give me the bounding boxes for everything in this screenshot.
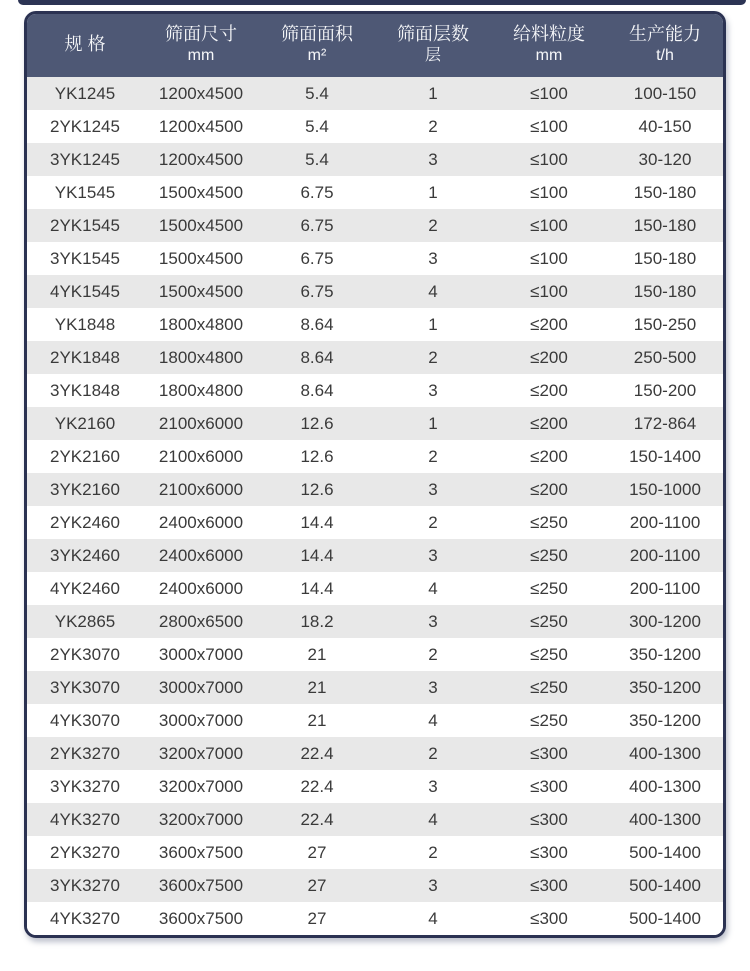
cell-screen-area: 14.4 — [259, 506, 375, 539]
cell-screen-area: 21 — [259, 671, 375, 704]
table-body — [27, 77, 723, 935]
cell-feed-size: ≤100 — [491, 209, 607, 242]
cell-layers: 2 — [375, 506, 491, 539]
cell-layers: 3 — [375, 242, 491, 275]
cell-screen-size: 1200x4500 — [143, 110, 259, 143]
cell-screen-area: 5.4 — [259, 77, 375, 110]
cell-feed-size: ≤100 — [491, 176, 607, 209]
cell-spec: YK2865 — [27, 605, 143, 638]
cell-capacity: 172-864 — [607, 407, 723, 440]
table-row — [27, 209, 723, 242]
cell-feed-size: ≤250 — [491, 506, 607, 539]
cell-screen-size: 3200x7000 — [143, 737, 259, 770]
table-row — [27, 110, 723, 143]
cell-screen-size: 1800x4800 — [143, 308, 259, 341]
column-title: 给料粒度 — [513, 24, 585, 44]
table-row — [27, 770, 723, 803]
cell-spec: 3YK3270 — [27, 770, 143, 803]
cell-spec: 3YK3270 — [27, 869, 143, 902]
cell-spec: 4YK3070 — [27, 704, 143, 737]
column-header-screen-area — [259, 14, 375, 77]
table-row — [27, 374, 723, 407]
table-row — [27, 704, 723, 737]
cell-spec: 4YK2460 — [27, 572, 143, 605]
cell-capacity: 150-1400 — [607, 440, 723, 473]
table-row — [27, 275, 723, 308]
cell-feed-size: ≤200 — [491, 473, 607, 506]
cell-screen-area: 6.75 — [259, 275, 375, 308]
table-row — [27, 143, 723, 176]
cell-screen-size: 1800x4800 — [143, 374, 259, 407]
cell-capacity: 100-150 — [607, 77, 723, 110]
cell-layers: 2 — [375, 440, 491, 473]
cell-capacity: 500-1400 — [607, 869, 723, 902]
cell-layers: 4 — [375, 572, 491, 605]
column-unit: 层 — [424, 47, 441, 64]
column-title: 筛面层数 — [397, 24, 469, 44]
cell-screen-area: 22.4 — [259, 803, 375, 836]
column-title: 筛面面积 — [281, 24, 353, 44]
cell-capacity: 500-1400 — [607, 836, 723, 869]
cell-spec: YK1245 — [27, 77, 143, 110]
cell-screen-size: 1200x4500 — [143, 77, 259, 110]
spec-table — [27, 14, 723, 935]
cell-screen-area: 27 — [259, 836, 375, 869]
cell-screen-area: 21 — [259, 638, 375, 671]
cell-spec: 2YK1545 — [27, 209, 143, 242]
table-row — [27, 506, 723, 539]
cell-feed-size: ≤200 — [491, 374, 607, 407]
cell-screen-area: 12.6 — [259, 407, 375, 440]
table-row — [27, 539, 723, 572]
column-header-screen-size — [143, 14, 259, 77]
table-row — [27, 572, 723, 605]
cell-feed-size: ≤200 — [491, 407, 607, 440]
cell-screen-area: 21 — [259, 704, 375, 737]
top-divider — [18, 0, 746, 5]
table-row — [27, 605, 723, 638]
cell-layers: 4 — [375, 275, 491, 308]
cell-layers: 1 — [375, 77, 491, 110]
table-row — [27, 737, 723, 770]
cell-layers: 1 — [375, 308, 491, 341]
cell-capacity: 150-180 — [607, 209, 723, 242]
cell-feed-size: ≤250 — [491, 605, 607, 638]
cell-feed-size: ≤250 — [491, 671, 607, 704]
cell-screen-area: 6.75 — [259, 242, 375, 275]
cell-screen-size: 1500x4500 — [143, 242, 259, 275]
table-row — [27, 836, 723, 869]
cell-feed-size: ≤200 — [491, 341, 607, 374]
cell-screen-area: 5.4 — [259, 143, 375, 176]
cell-feed-size: ≤100 — [491, 77, 607, 110]
cell-screen-size: 2100x6000 — [143, 440, 259, 473]
cell-screen-area: 14.4 — [259, 539, 375, 572]
cell-screen-area: 5.4 — [259, 110, 375, 143]
cell-spec: 4YK3270 — [27, 902, 143, 935]
cell-feed-size: ≤250 — [491, 572, 607, 605]
column-header-spec — [27, 14, 143, 77]
table-row — [27, 473, 723, 506]
cell-layers: 2 — [375, 110, 491, 143]
cell-spec: 3YK1848 — [27, 374, 143, 407]
cell-spec: 2YK2460 — [27, 506, 143, 539]
cell-layers: 3 — [375, 605, 491, 638]
cell-spec: 3YK2460 — [27, 539, 143, 572]
column-header-feed-size — [491, 14, 607, 77]
cell-capacity: 150-180 — [607, 176, 723, 209]
cell-capacity: 350-1200 — [607, 638, 723, 671]
cell-layers: 3 — [375, 671, 491, 704]
cell-feed-size: ≤250 — [491, 638, 607, 671]
cell-capacity: 250-500 — [607, 341, 723, 374]
cell-capacity: 200-1100 — [607, 506, 723, 539]
cell-screen-area: 22.4 — [259, 770, 375, 803]
cell-feed-size: ≤200 — [491, 440, 607, 473]
cell-capacity: 150-180 — [607, 275, 723, 308]
cell-screen-area: 12.6 — [259, 473, 375, 506]
cell-feed-size: ≤300 — [491, 869, 607, 902]
cell-screen-area: 22.4 — [259, 737, 375, 770]
table-row — [27, 407, 723, 440]
cell-screen-size: 1500x4500 — [143, 176, 259, 209]
cell-screen-area: 27 — [259, 869, 375, 902]
cell-screen-area: 18.2 — [259, 605, 375, 638]
cell-screen-area: 6.75 — [259, 176, 375, 209]
cell-capacity: 350-1200 — [607, 671, 723, 704]
cell-layers: 2 — [375, 341, 491, 374]
cell-screen-area: 8.64 — [259, 341, 375, 374]
cell-layers: 3 — [375, 539, 491, 572]
cell-spec: 2YK3070 — [27, 638, 143, 671]
cell-layers: 3 — [375, 143, 491, 176]
cell-capacity: 350-1200 — [607, 704, 723, 737]
cell-spec: 2YK3270 — [27, 737, 143, 770]
table-row — [27, 242, 723, 275]
cell-feed-size: ≤250 — [491, 539, 607, 572]
cell-layers: 2 — [375, 737, 491, 770]
cell-layers: 3 — [375, 770, 491, 803]
cell-spec: YK1545 — [27, 176, 143, 209]
cell-screen-size: 2100x6000 — [143, 473, 259, 506]
cell-spec: 2YK3270 — [27, 836, 143, 869]
cell-spec: 2YK1245 — [27, 110, 143, 143]
table-row — [27, 440, 723, 473]
cell-screen-size: 1500x4500 — [143, 275, 259, 308]
cell-screen-area: 27 — [259, 902, 375, 935]
cell-screen-size: 2400x6000 — [143, 539, 259, 572]
cell-capacity: 400-1300 — [607, 770, 723, 803]
cell-screen-size: 3000x7000 — [143, 638, 259, 671]
column-unit: mm — [535, 47, 563, 64]
table-row — [27, 308, 723, 341]
header-row — [27, 14, 723, 77]
cell-feed-size: ≤250 — [491, 704, 607, 737]
cell-layers: 3 — [375, 374, 491, 407]
cell-screen-size: 3600x7500 — [143, 869, 259, 902]
cell-capacity: 150-180 — [607, 242, 723, 275]
cell-capacity: 40-150 — [607, 110, 723, 143]
cell-capacity: 400-1300 — [607, 737, 723, 770]
cell-layers: 4 — [375, 803, 491, 836]
cell-spec: 3YK1545 — [27, 242, 143, 275]
column-header-layers — [375, 14, 491, 77]
cell-layers: 3 — [375, 473, 491, 506]
table-row — [27, 902, 723, 935]
column-unit: m² — [307, 47, 327, 64]
cell-screen-size: 1800x4800 — [143, 341, 259, 374]
cell-layers: 2 — [375, 209, 491, 242]
cell-spec: YK2160 — [27, 407, 143, 440]
cell-feed-size: ≤300 — [491, 902, 607, 935]
spec-table-card — [24, 11, 726, 938]
table-header — [27, 14, 723, 77]
column-title: 生产能力 — [629, 24, 701, 44]
table-row — [27, 638, 723, 671]
column-header-capacity — [607, 14, 723, 77]
cell-feed-size: ≤100 — [491, 110, 607, 143]
cell-screen-size: 1500x4500 — [143, 209, 259, 242]
cell-capacity: 500-1400 — [607, 902, 723, 935]
table-row — [27, 77, 723, 110]
cell-capacity: 150-200 — [607, 374, 723, 407]
table-row — [27, 869, 723, 902]
cell-feed-size: ≤100 — [491, 275, 607, 308]
cell-screen-area: 12.6 — [259, 440, 375, 473]
table-row — [27, 671, 723, 704]
cell-screen-size: 2100x6000 — [143, 407, 259, 440]
cell-spec: 3YK1245 — [27, 143, 143, 176]
cell-screen-size: 3200x7000 — [143, 803, 259, 836]
cell-screen-size: 2400x6000 — [143, 506, 259, 539]
cell-layers: 4 — [375, 902, 491, 935]
cell-spec: 2YK2160 — [27, 440, 143, 473]
cell-feed-size: ≤100 — [491, 143, 607, 176]
cell-layers: 2 — [375, 638, 491, 671]
cell-feed-size: ≤300 — [491, 836, 607, 869]
cell-spec: 3YK2160 — [27, 473, 143, 506]
cell-spec: 4YK1545 — [27, 275, 143, 308]
cell-layers: 1 — [375, 407, 491, 440]
cell-feed-size: ≤200 — [491, 308, 607, 341]
cell-screen-size: 3000x7000 — [143, 704, 259, 737]
cell-screen-size: 3000x7000 — [143, 671, 259, 704]
cell-feed-size: ≤100 — [491, 242, 607, 275]
cell-screen-area: 8.64 — [259, 374, 375, 407]
column-title: 规 格 — [64, 34, 106, 54]
cell-screen-size: 1200x4500 — [143, 143, 259, 176]
cell-layers: 2 — [375, 836, 491, 869]
column-unit: t/h — [656, 47, 674, 64]
cell-screen-size: 2800x6500 — [143, 605, 259, 638]
column-unit: mm — [187, 47, 215, 64]
cell-capacity: 200-1100 — [607, 572, 723, 605]
cell-layers: 4 — [375, 704, 491, 737]
cell-layers: 1 — [375, 176, 491, 209]
cell-spec: YK1848 — [27, 308, 143, 341]
table-row — [27, 341, 723, 374]
cell-spec: 2YK1848 — [27, 341, 143, 374]
cell-capacity: 300-1200 — [607, 605, 723, 638]
cell-screen-size: 3600x7500 — [143, 902, 259, 935]
cell-capacity: 200-1100 — [607, 539, 723, 572]
cell-capacity: 30-120 — [607, 143, 723, 176]
table-row — [27, 176, 723, 209]
cell-screen-size: 3600x7500 — [143, 836, 259, 869]
cell-spec: 4YK3270 — [27, 803, 143, 836]
cell-spec: 3YK3070 — [27, 671, 143, 704]
table-row — [27, 803, 723, 836]
cell-screen-size: 3200x7000 — [143, 770, 259, 803]
cell-feed-size: ≤300 — [491, 803, 607, 836]
column-title: 筛面尺寸 — [165, 24, 237, 44]
cell-capacity: 150-250 — [607, 308, 723, 341]
cell-screen-area: 6.75 — [259, 209, 375, 242]
cell-screen-area: 8.64 — [259, 308, 375, 341]
cell-feed-size: ≤300 — [491, 770, 607, 803]
cell-capacity: 150-1000 — [607, 473, 723, 506]
cell-layers: 3 — [375, 869, 491, 902]
cell-capacity: 400-1300 — [607, 803, 723, 836]
cell-feed-size: ≤300 — [491, 737, 607, 770]
cell-screen-area: 14.4 — [259, 572, 375, 605]
cell-screen-size: 2400x6000 — [143, 572, 259, 605]
